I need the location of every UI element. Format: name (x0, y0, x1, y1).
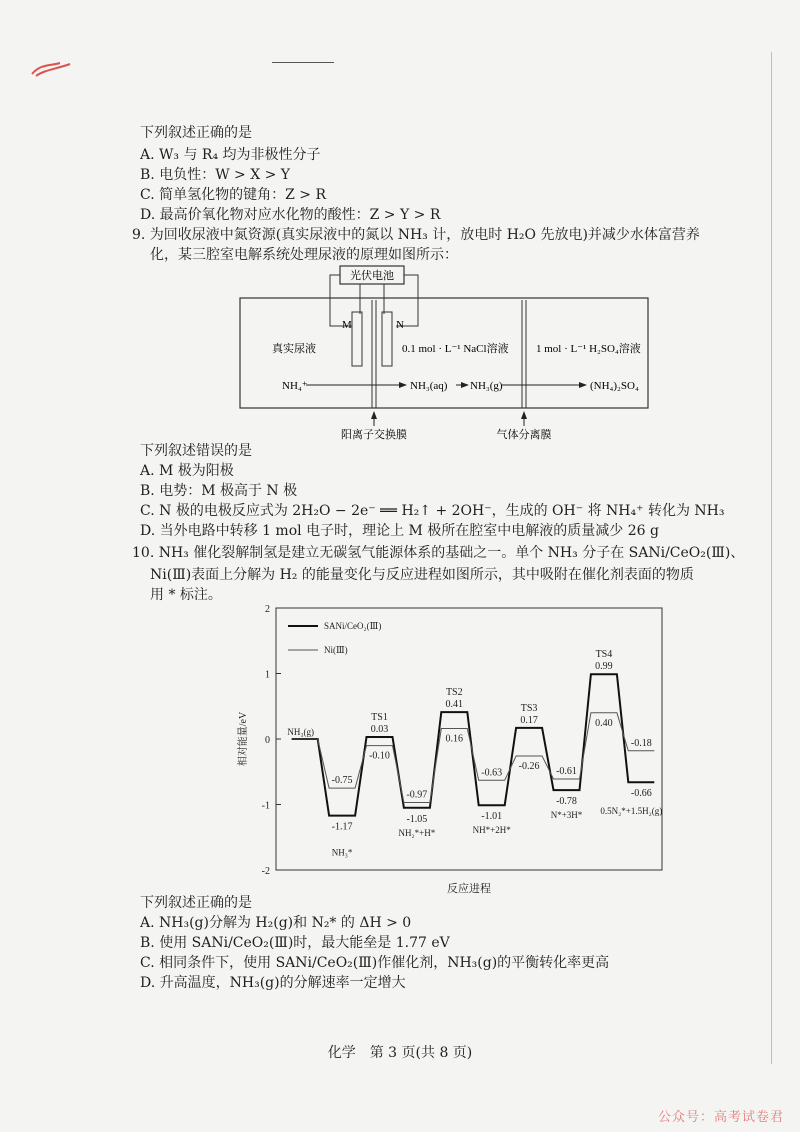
value-label-ni: 0.40 (595, 717, 613, 729)
pv-cell-label: 光伏电池 (350, 270, 394, 282)
ts-label: TS3 (520, 702, 538, 714)
energy-profile-chart (232, 598, 672, 896)
q8-prompt: 下列叙述正确的是 (140, 125, 252, 141)
chamber3-label: 1 mol · L⁻¹ H₂SO₄溶液 (536, 343, 641, 355)
page-footer: 化学 第 3 页(共 8 页) (327, 1045, 473, 1061)
chamber2-label: 0.1 mol · L⁻¹ NaCl溶液 (402, 343, 509, 355)
value-label-ni: 0.16 (445, 733, 464, 745)
y-tick-label: 1 (265, 669, 270, 681)
q8-option-d: D. 最高价氧化物对应水化物的酸性：Z > Y > R (140, 207, 441, 223)
value-label-sani: -0.78 (556, 796, 577, 808)
value-label-ni: -0.75 (331, 775, 353, 787)
value-label-ni: -0.10 (369, 750, 390, 762)
value-label-sani: -1.05 (406, 813, 428, 825)
q8-option-c: C. 简单氢化物的键角：Z > R (140, 187, 327, 203)
q9-option-c: C. N 极的电极反应式为 2H₂O − 2e⁻ ══ H₂↑ + 2OH⁻，生成的 OH⁻ 将 NH₄⁺ 转化为 NH₃ (140, 503, 725, 519)
species-label: N*+3H* (550, 810, 583, 821)
value-label-ni: -0.61 (556, 765, 577, 777)
ts-label: TS1 (371, 712, 388, 724)
y-axis-label: 相对能量/eV (238, 711, 249, 767)
value-label-ni: -0.97 (406, 789, 428, 801)
species-nh4: NH₄⁺ (282, 380, 308, 392)
q10-option-b: B. 使用 SANi/CeO₂(Ⅲ)时，最大能垒是 1.77 eV (140, 935, 450, 951)
value-label-sani: 0.17 (520, 714, 538, 726)
value-label-sani: -0.66 (630, 788, 652, 800)
membrane2-label: 气体分离膜 (496, 429, 552, 440)
species-label: 0.5N₂*+1.5H₂(g) (600, 806, 663, 817)
top-rule (272, 62, 334, 63)
electrode-n (382, 312, 392, 366)
y-tick-label: -2 (261, 866, 270, 877)
value-label-sani: 0.99 (595, 661, 613, 673)
q8-option-a: A. W₃ 与 R₄ 均为非极性分子 (140, 147, 321, 163)
q9-stem-line1: 9. 为回收尿液中氮资源(真实尿液中的氮以 NH₃ 计，放电时 H₂O 先放电)并减少水体富营养 (132, 227, 700, 243)
q10-stem-line3: 用 * 标注。 (150, 587, 222, 603)
watermark: 公众号：高考试卷君 (657, 1110, 784, 1125)
species-nh3aq: NH₃(aq) (410, 380, 448, 392)
q10-prompt: 下列叙述正确的是 (140, 895, 252, 911)
q10-option-d: D. 升高温度，NH₃(g)的分解速率一定增大 (140, 975, 406, 991)
value-label-sani: 0.41 (445, 699, 464, 711)
q9-prompt: 下列叙述错误的是 (140, 443, 252, 459)
page-edge (771, 52, 772, 1064)
species-label: NH₃* (331, 847, 353, 858)
x-axis-label: 反应进程 (447, 883, 491, 895)
y-tick-label: 0 (265, 735, 270, 746)
chamber1-label: 真实尿液 (272, 343, 316, 355)
q10-option-a: A. NH₃(g)分解为 H₂(g)和 N₂* 的 ΔH > 0 (140, 915, 412, 931)
ts-label: TS4 (595, 649, 613, 661)
ts-label: TS2 (445, 687, 463, 699)
value-label-sani: -1.01 (481, 811, 503, 823)
legend-label-ni: Ni(Ⅲ) (324, 645, 348, 655)
q8-option-b: B. 电负性：W > X > Y (140, 167, 291, 183)
q10-stem-line1: 10. NH₃ 催化裂解制氢是建立无碳氢气能源体系的基础之一。单个 NH₃ 分子在 SANi/CeO₂(Ⅲ)、 (132, 545, 745, 561)
y-tick-label: -1 (261, 800, 270, 812)
legend-label-sani: SANi/CeO₂(Ⅲ) (324, 621, 382, 631)
electrolysis-diagram (230, 262, 660, 440)
electrode-n-label: N (396, 319, 404, 331)
species-label: NH₃(g) (287, 727, 315, 737)
red-mark (30, 60, 74, 78)
q9-stem-line2: 化，某三腔室电解系统处理尿液的原理如图所示： (150, 247, 458, 263)
electrode-m-label: M (342, 319, 352, 331)
value-label-sani: 0.03 (370, 724, 389, 736)
series-line-sani (292, 674, 655, 815)
species-label: NH*+2H* (472, 825, 511, 836)
value-label-ni: -0.26 (518, 761, 540, 773)
y-tick-label: 2 (265, 604, 270, 615)
membrane1-label: 阳离子交换膜 (341, 429, 407, 440)
q10-stem-line2: Ni(Ⅲ)表面上分解为 H₂ 的能量变化与反应进程如图所示，其中吸附在催化剂表面的物质 (150, 567, 694, 583)
species-label: NH₂*+H* (398, 827, 436, 838)
electrode-m (352, 312, 362, 366)
value-label-ni: -0.63 (481, 767, 503, 779)
species-product: (NH₄)₂SO₄ (590, 380, 639, 392)
q9-option-b: B. 电势：M 极高于 N 极 (140, 483, 298, 499)
value-label-sani: -1.17 (331, 821, 353, 833)
species-nh3g: NH₃(g) (470, 380, 503, 392)
q9-option-d: D. 当外电路中转移 1 mol 电子时，理论上 M 极所在腔室中电解液的质量减少 26 g (140, 523, 659, 539)
q9-option-a: A. M 极为阳极 (140, 463, 234, 479)
q10-option-c: C. 相同条件下，使用 SANi/CeO₂(Ⅲ)作催化剂，NH₃(g)的平衡转化率更高 (140, 955, 610, 971)
value-label-ni: -0.18 (630, 737, 652, 749)
